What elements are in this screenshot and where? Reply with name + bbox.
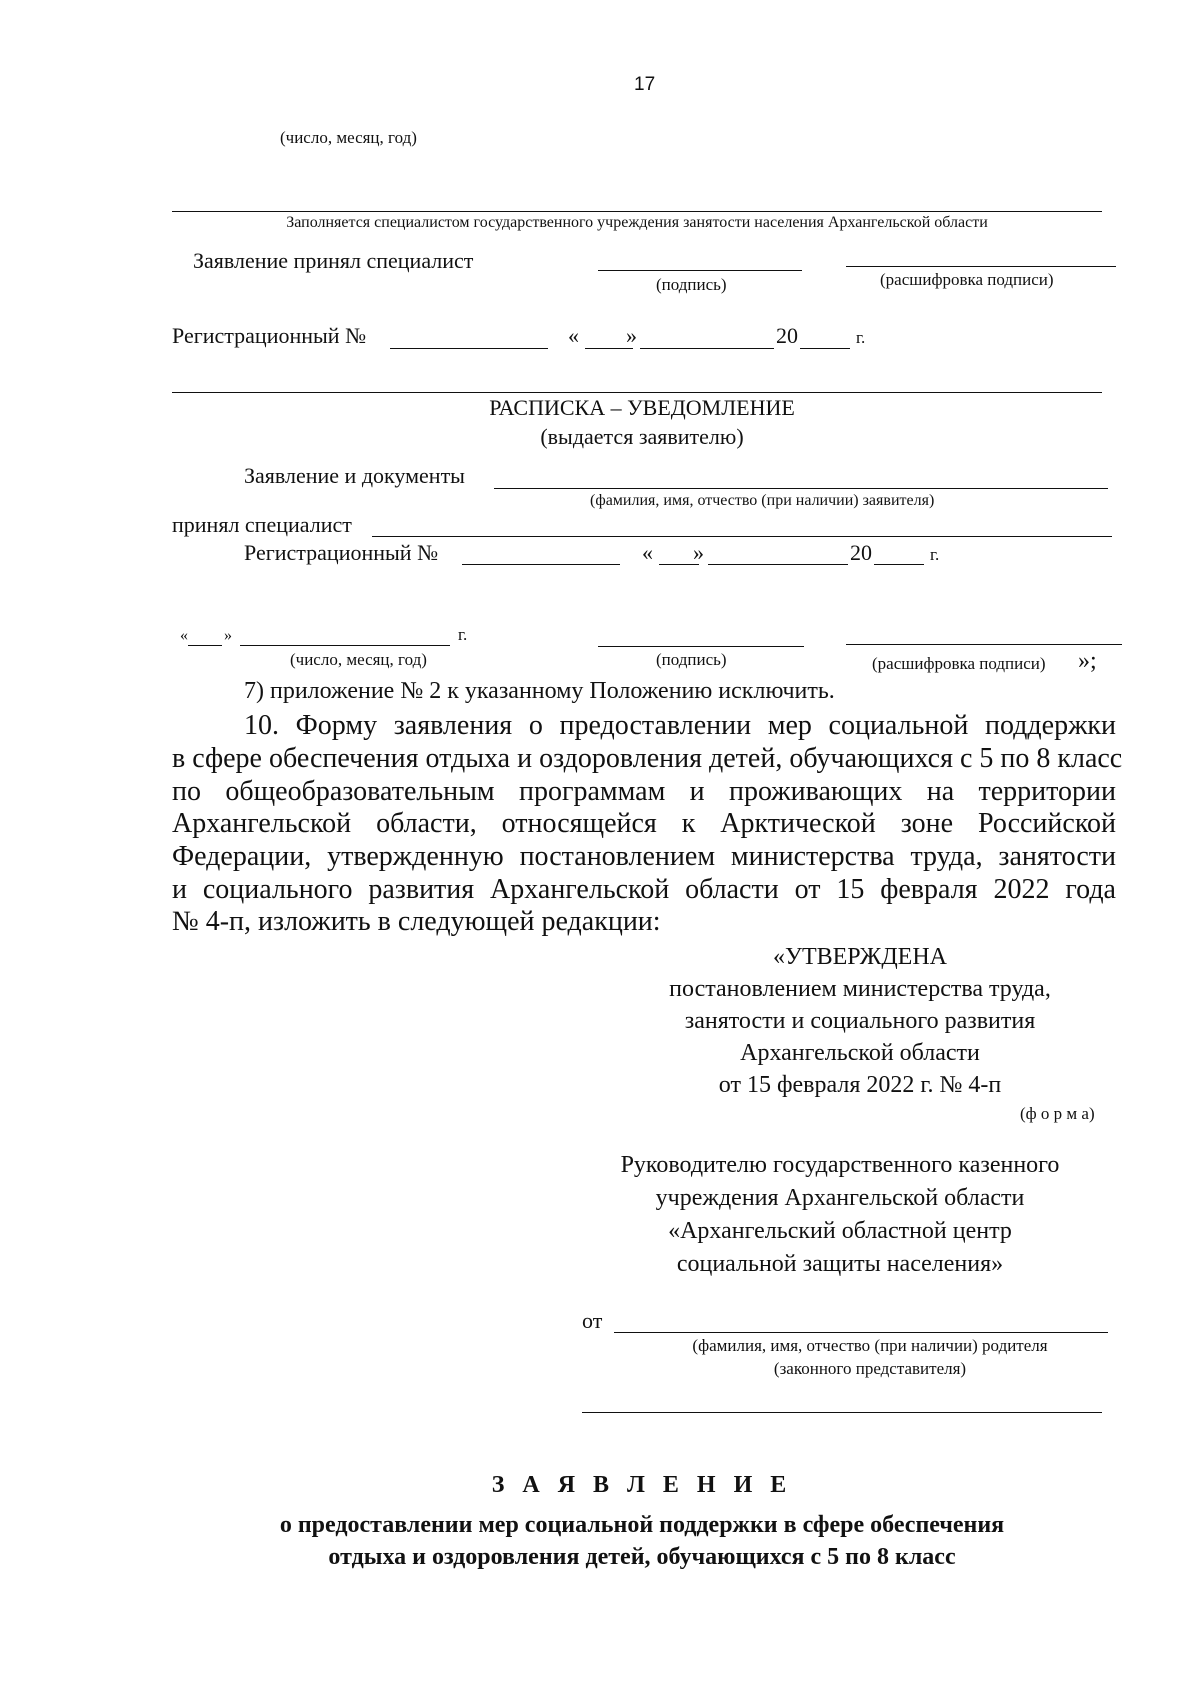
accepted-by-label: Заявление принял специалист xyxy=(193,248,474,273)
application-title: З А Я В Л Е Н И Е xyxy=(491,1472,793,1498)
reg-number-label: Регистрационный № xyxy=(172,323,367,348)
page-number: 17 xyxy=(634,74,656,95)
receipt-signature-field[interactable] xyxy=(598,646,804,647)
approval-line: «УТВЕРЖДЕНА xyxy=(772,944,948,970)
date-day-field[interactable] xyxy=(188,645,222,646)
parent-caption-continued: (законного представителя) xyxy=(773,1359,967,1378)
paragraph-line: 10. Форму заявления о предоставлении мер социальной поддержки xyxy=(244,710,1116,741)
reg-number-field[interactable] xyxy=(390,348,548,349)
paragraph-line: по общеобразовательным программам и проживающих на территории xyxy=(172,776,1116,807)
paragraph-line: и социального развития Архангельской области от 15 февраля 2022 года xyxy=(172,874,1116,905)
receipt-quote-close: » xyxy=(693,540,704,565)
addressee-line: «Архангельский областной центр xyxy=(668,1218,1012,1244)
month-field[interactable] xyxy=(640,348,774,349)
addressee-line: учреждения Архангельской области xyxy=(655,1185,1025,1211)
approval-line: Архангельской области xyxy=(740,1040,980,1066)
docs-label: Заявление и документы xyxy=(244,463,465,488)
receipt-decryption-caption: (расшифровка подписи) xyxy=(872,654,1046,673)
receipt-decryption-field[interactable] xyxy=(846,644,1122,645)
application-subtitle: о предоставлении мер социальной поддержки в сфере обеспечения xyxy=(279,1512,1005,1538)
receipt-year-suffix: г. xyxy=(930,545,940,564)
paragraph-line: в сфере обеспечения отдыха и оздоровления детей, обучающихся с 5 по 8 класс xyxy=(172,743,1123,774)
quote-open: « xyxy=(568,323,579,348)
date-caption-top: (число, месяц, год) xyxy=(280,128,417,147)
date-quote-open: « xyxy=(180,627,188,644)
applicant-field[interactable] xyxy=(494,488,1108,489)
parent-name-field-2[interactable] xyxy=(582,1412,1102,1413)
quote-close: » xyxy=(626,323,637,348)
application-subtitle-continued: отдыха и оздоровления детей, обучающихся с 5 по 8 класс xyxy=(328,1544,956,1570)
form-label: (ф о р м а) xyxy=(1020,1104,1095,1123)
receipt-reg-field[interactable] xyxy=(462,564,620,565)
closing-quote: »; xyxy=(1078,648,1097,674)
receipt-subtitle: (выдается заявителю) xyxy=(540,424,744,449)
approval-line: занятости и социального развития xyxy=(684,1008,1036,1034)
receipt-date-caption: (число, месяц, год) xyxy=(290,650,427,669)
parent-name-field[interactable] xyxy=(614,1332,1108,1333)
accepted-label: принял специалист xyxy=(172,512,352,537)
parent-caption: (фамилия, имя, отчество (при наличии) родителя xyxy=(692,1336,1048,1355)
specialist-field[interactable] xyxy=(372,536,1112,537)
year-prefix: 20 xyxy=(776,323,798,348)
paragraph-last-line: № 4-п, изложить в следующей редакции: xyxy=(172,906,661,937)
receipt-quote-open: « xyxy=(642,540,653,565)
receipt-signature-caption: (подпись) xyxy=(656,650,727,669)
addressee-line: социальной защиты населения» xyxy=(676,1251,1004,1277)
divider-line xyxy=(172,211,1102,212)
decryption-caption: (расшифровка подписи) xyxy=(880,270,1054,289)
specialist-header: Заполняется специалистом государственного учреждения занятости населения Архангельской области xyxy=(286,214,988,231)
approval-line: от 15 февраля 2022 г. № 4-п xyxy=(718,1072,1002,1098)
receipt-year-prefix: 20 xyxy=(850,540,872,565)
approval-line: постановлением министерства труда, xyxy=(669,976,1051,1002)
addressee-line: Руководителю государственного казенного xyxy=(620,1152,1060,1178)
receipt-title: РАСПИСКА – УВЕДОМЛЕНИЕ xyxy=(489,395,795,420)
receipt-month-field[interactable] xyxy=(708,564,848,565)
from-label: от xyxy=(582,1308,603,1333)
applicant-caption: (фамилия, имя, отчество (при наличии) заявителя) xyxy=(590,492,935,509)
year-suffix: г. xyxy=(856,328,866,347)
decryption-field[interactable] xyxy=(846,266,1116,267)
year-field[interactable] xyxy=(800,348,850,349)
signature-field[interactable] xyxy=(598,270,802,271)
date-field[interactable] xyxy=(240,645,450,646)
receipt-year-field[interactable] xyxy=(874,564,924,565)
paragraph-line: Федерации, утвержденную постановлением министерства труда, занятости xyxy=(172,841,1116,872)
divider-line xyxy=(172,392,1102,393)
signature-caption: (подпись) xyxy=(656,275,727,294)
date-suffix: г. xyxy=(458,625,468,644)
date-quote-close: » xyxy=(224,627,232,644)
paragraph-line: Архангельской области, относящейся к Арктической зоне Российской xyxy=(172,808,1116,839)
receipt-reg-label: Регистрационный № xyxy=(244,540,439,565)
item-7: 7) приложение № 2 к указанному Положению исключить. xyxy=(244,678,835,704)
